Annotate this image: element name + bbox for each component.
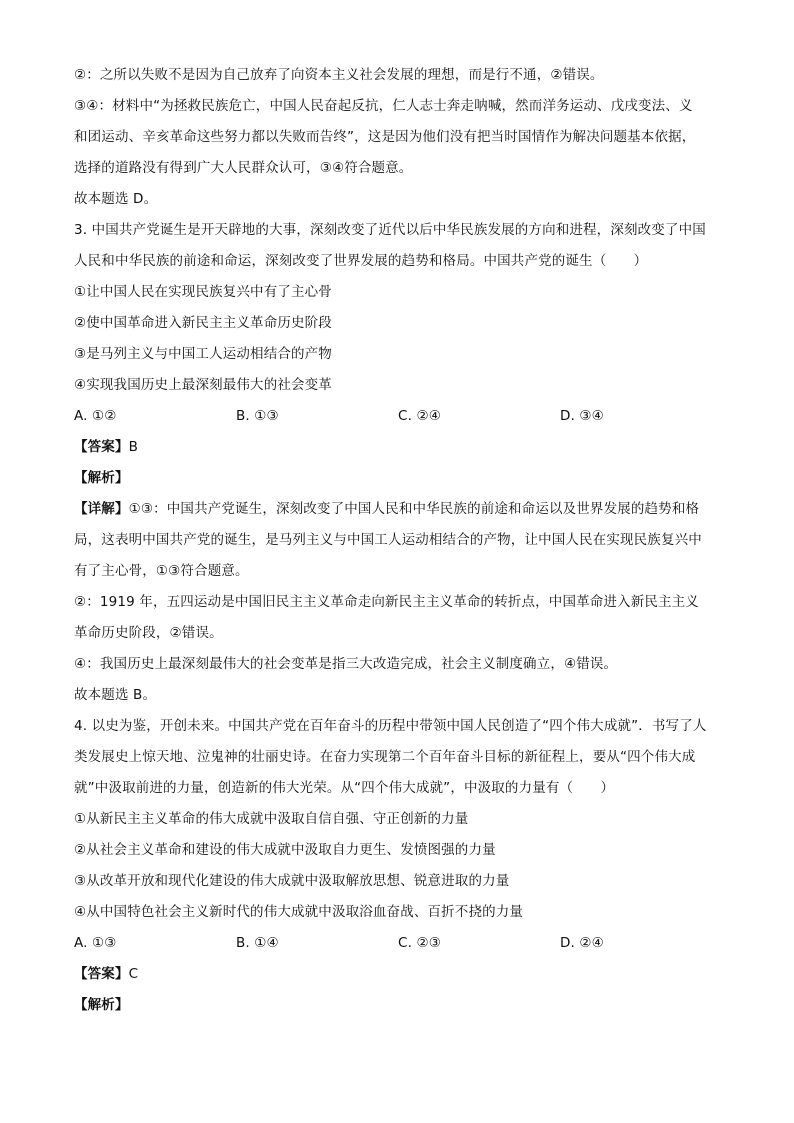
option-d: D. ③④ — [560, 408, 604, 424]
question-4-item: ②从社会主义革命和建设的伟大成就中汲取自力更生、发愤图强的力量 — [74, 842, 496, 858]
detail-paragraph — [74, 494, 724, 525]
question-3-options — [74, 401, 724, 432]
answer-value: B — [128, 439, 139, 455]
answer-tag: 【答案】 — [74, 439, 129, 455]
explanation-paragraph: 选择的道路没有得到广大人民群众认可，③④符合题意。 — [74, 160, 413, 176]
conclusion-line: 故本题选 D。 — [74, 191, 158, 207]
analysis-tag: 【解析】 — [74, 470, 129, 486]
question-4-stem: 4. 以史为鉴，开创未来。中国共产党在百年奋斗的历程中带领中国人民创造了“四个伟大成就”．书写了人 — [74, 718, 707, 734]
answer-tag: 【答案】 — [74, 966, 129, 982]
question-4-item: ③从改革开放和现代化建设的伟大成就中汲取解放思想、锐意进取的力量 — [74, 873, 510, 889]
answer-value: C — [128, 966, 139, 982]
question-3-item: ①让中国人民在实现民族复兴中有了主心骨 — [74, 284, 332, 300]
question-4-options — [74, 928, 724, 959]
option-c: C. ②④ — [398, 408, 441, 424]
explanation-paragraph: ③④：材料中“为拯救民族危亡，中国人民奋起反抗，仁人志士奔走呐喊，然而洋务运动、戊戌变法、义 — [74, 98, 693, 114]
option-b: B. ①③ — [236, 408, 279, 424]
document-content — [74, 60, 724, 1021]
option-a: A. ①② — [74, 408, 117, 424]
answer-line — [74, 432, 724, 463]
question-3-stem: 人民和中华民族的前途和命运，深刻改变了世界发展的趋势和格局。中国共产党的诞生（ ） — [74, 253, 648, 269]
detail-text: ①③：中国共产党诞生，深刻改变了中国人民和中华民族的前途和命运以及世界发展的趋势和格 — [128, 501, 700, 517]
detail-paragraph: 局，这表明中国共产党的诞生，是马列主义与中国工人运动相结合的产物，让中国人民在实现民族复兴中 — [74, 532, 702, 548]
option-b: B. ①④ — [236, 935, 279, 951]
detail-tag: 【详解】 — [74, 501, 129, 517]
question-3-item: ③是马列主义与中国工人运动相结合的产物 — [74, 346, 332, 362]
question-4-item: ④从中国特色社会主义新时代的伟大成就中汲取浴血奋战、百折不挠的力量 — [74, 904, 524, 920]
explanation-paragraph: 革命历史阶段，②错误。 — [74, 625, 223, 641]
explanation-paragraph: ④：我国历史上最深刻最伟大的社会变革是指三大改造完成，社会主义制度确立，④错误。 — [74, 656, 618, 672]
question-4-item: ①从新民主主义革命的伟大成就中汲取自信自强、守正创新的力量 — [74, 811, 469, 827]
analysis-tag: 【解析】 — [74, 997, 129, 1013]
explanation-paragraph: ②：1919 年，五四运动是中国旧民主主义革命走向新民主主义革命的转折点，中国革命进入新民主主义 — [74, 594, 699, 610]
explanation-paragraph: ②：之所以失败不是因为自己放弃了向资本主义社会发展的理想，而是行不通，②错误。 — [74, 67, 604, 83]
option-c: C. ②③ — [398, 935, 441, 951]
answer-line — [74, 959, 724, 990]
question-4-stem: 就”中汲取前进的力量，创造新的伟大光荣。从“四个伟大成就”，中汲取的力量有（ ） — [74, 780, 615, 796]
option-d: D. ②④ — [560, 935, 604, 951]
question-3-item: ④实现我国历史上最深刻最伟大的社会变革 — [74, 377, 332, 393]
detail-paragraph: 有了主心骨，①③符合题意。 — [74, 563, 249, 579]
option-a: A. ①③ — [74, 935, 117, 951]
conclusion-line: 故本题选 B。 — [74, 687, 157, 703]
question-4-stem: 类发展史上惊天地、泣鬼神的壮丽史诗。在奋力实现第二个百年奋斗目标的新征程上，要从“四个伟大成 — [74, 749, 696, 765]
question-3-stem: 3. 中国共产党诞生是开天辟地的大事，深刻改变了近代以后中华民族发展的方向和进程，深刻改变了中国 — [74, 222, 706, 238]
question-3-item: ②使中国革命进入新民主主义革命历史阶段 — [74, 315, 332, 331]
explanation-paragraph: 和团运动、辛亥革命这些努力都以失败而告终”，这是因为他们没有把当时国情作为解决问题基本依据， — [74, 129, 696, 145]
